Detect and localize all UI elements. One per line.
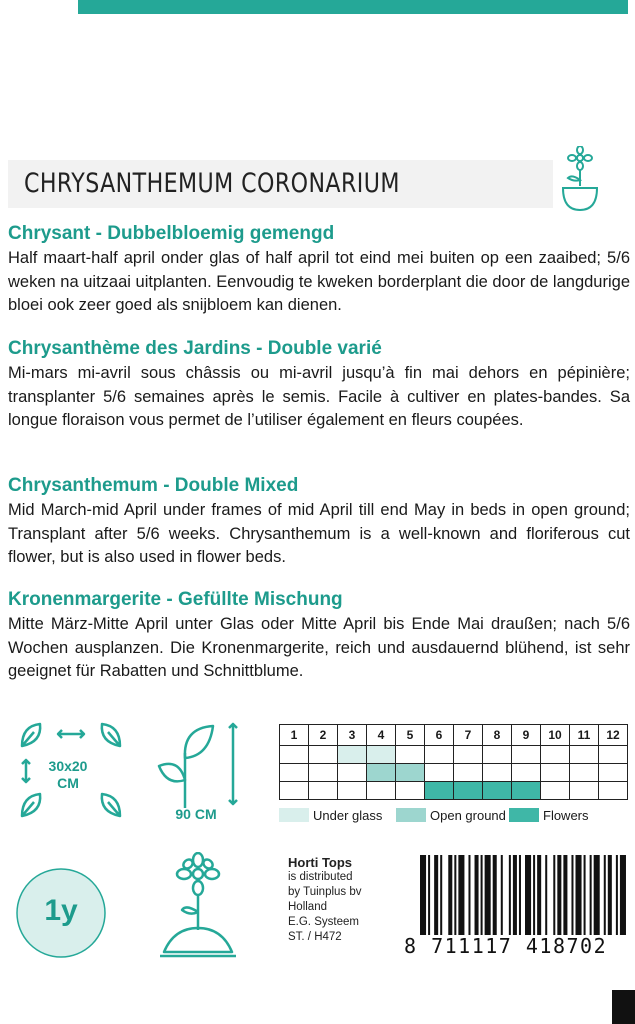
calendar-cell xyxy=(599,764,628,782)
calendar-cell xyxy=(396,764,425,782)
barcode-bar xyxy=(493,855,497,935)
calendar-cell xyxy=(338,746,367,764)
calendar-cell xyxy=(338,782,367,800)
barcode-bar xyxy=(485,855,491,935)
legend-under-glass xyxy=(279,806,382,824)
barcode-bar xyxy=(616,855,618,935)
calendar-cell xyxy=(425,764,454,782)
section-title: Chrysanthème des Jardins - Double varié xyxy=(8,338,382,359)
flower-pot-icon xyxy=(555,146,605,216)
calendar-cell xyxy=(454,746,483,764)
month-cell: 8 xyxy=(483,725,512,746)
species-name: CHRYSANTHEMUM CORONARIUM xyxy=(24,168,400,199)
calendar-cell xyxy=(512,764,541,782)
month-cell: 5 xyxy=(396,725,425,746)
calendar-cell xyxy=(309,746,338,764)
calendar-cell xyxy=(454,782,483,800)
calendar-cell xyxy=(367,764,396,782)
barcode-bar xyxy=(501,855,503,935)
barcode-bar xyxy=(608,855,612,935)
calendar-cell xyxy=(570,746,599,764)
calendar-cell xyxy=(338,764,367,782)
barcode-bar xyxy=(553,855,555,935)
height-label: 90 CM xyxy=(175,806,217,822)
calendar-cell xyxy=(512,746,541,764)
month-cell: 3 xyxy=(338,725,367,746)
calendar-cell xyxy=(599,782,628,800)
legend-label: Flowers xyxy=(543,807,589,823)
barcode-bar xyxy=(571,855,573,935)
month-cell: 9 xyxy=(512,725,541,746)
corner-mark xyxy=(612,990,635,1024)
section-title: Chrysanthemum - Double Mixed xyxy=(8,475,299,496)
calendar-cell xyxy=(541,746,570,764)
calendar-cell xyxy=(280,764,309,782)
calendar-row-flowers xyxy=(280,782,628,800)
barcode-bar xyxy=(563,855,567,935)
calendar-cell xyxy=(512,782,541,800)
calendar-cell xyxy=(570,782,599,800)
month-cell: 4 xyxy=(367,725,396,746)
barcode-bar xyxy=(428,855,430,935)
calendar-cell xyxy=(483,782,512,800)
calendar-cell xyxy=(280,746,309,764)
calendar-cell xyxy=(570,764,599,782)
barcode-bar xyxy=(509,855,511,935)
calendar-cell xyxy=(454,764,483,782)
legend-flowers xyxy=(509,806,589,824)
barcode-bar xyxy=(448,855,452,935)
section-title: Kronenmargerite - Gefüllte Mischung xyxy=(8,589,343,610)
calendar-cell xyxy=(367,746,396,764)
barcode-bar xyxy=(584,855,586,935)
calendar-header-row xyxy=(280,725,628,746)
month-cell: 10 xyxy=(541,725,570,746)
distributor-line: by Tuinplus bv xyxy=(288,886,362,898)
section-french xyxy=(8,337,630,433)
barcode-bar xyxy=(468,855,470,935)
barcode-bar xyxy=(434,855,438,935)
barcode-bar xyxy=(590,855,592,935)
barcode-bar xyxy=(604,855,606,935)
month-cell: 2 xyxy=(309,725,338,746)
calendar-cell xyxy=(483,746,512,764)
spacing-label xyxy=(38,758,98,792)
barcode-bar xyxy=(513,855,517,935)
distributor-line: is distributed xyxy=(288,871,353,883)
barcode-bar xyxy=(620,855,626,935)
barcode xyxy=(420,855,628,935)
distributor-info xyxy=(288,855,362,945)
legend-label: Under glass xyxy=(313,807,383,823)
calendar-cell xyxy=(425,746,454,764)
section-text: Mitte März-Mitte April unter Glas oder Mitte April bis Ende Mai draußen; nach 5/6 Wochen ausplanzen. Die Kronenmargerite, reich und ausdauernd blühend, ist sehr geeignet für Rabatten und Schnittblume. xyxy=(8,615,630,680)
month-cell: 1 xyxy=(280,725,309,746)
calendar-cell xyxy=(483,764,512,782)
flower-soil-icon xyxy=(158,852,238,960)
barcode-bar xyxy=(537,855,541,935)
spacing-value: 30x20 xyxy=(48,758,88,774)
barcode-bar xyxy=(440,855,442,935)
section-text: Mi-mars mi-avril sous châssis ou mi-avril jusqu’à fin mai dehors en pépinière; transplanter 5/6 semaines après le semis. Facile à cultiver en plates-bandes. Sa longue floraison vous permet de l’utiliser également en fleurs coupées. xyxy=(8,364,630,429)
calendar-cell xyxy=(541,782,570,800)
barcode-bar xyxy=(545,855,547,935)
distributor-line: Holland xyxy=(288,901,327,913)
calendar-cell xyxy=(367,782,396,800)
legend-open-ground xyxy=(396,806,506,824)
calendar-row-open-ground xyxy=(280,764,628,782)
barcode-bar xyxy=(557,855,561,935)
month-cell: 11 xyxy=(570,725,599,746)
calendar-cell xyxy=(541,764,570,782)
distributor-line: ST. / H472 xyxy=(288,931,342,943)
month-cell: 6 xyxy=(425,725,454,746)
barcode-bar xyxy=(458,855,464,935)
barcode-bar xyxy=(533,855,535,935)
barcode-bar xyxy=(454,855,456,935)
legend-swatch xyxy=(279,808,309,822)
legend-swatch xyxy=(396,808,426,822)
month-cell: 12 xyxy=(599,725,628,746)
barcode-bar xyxy=(594,855,600,935)
barcode-bar xyxy=(525,855,531,935)
barcode-bar xyxy=(575,855,581,935)
plant-height-icon xyxy=(155,718,250,810)
calendar-cell xyxy=(396,746,425,764)
section-title: Chrysant - Dubbelbloemig gemengd xyxy=(8,223,335,244)
calendar-row-under-glass xyxy=(280,746,628,764)
calendar-cell xyxy=(309,764,338,782)
section-text: Mid March-mid April under frames of mid April till end May in beds in open ground; Transplant after 5/6 weeks. Chrysanthemum is a well-known and floriferous cut flower, but is also used in flower beds. xyxy=(8,501,630,566)
section-dutch xyxy=(8,222,630,318)
section-text: Half maart-half april onder glas of half april tot eind mei buiten op een zaaibed; 5/6 weken na uitzaai uitplanten. Eenvoudig te kweken borderplant die door de langdurige bloei ook zeer goed als snijbloem kan dienen. xyxy=(8,249,630,314)
calendar-cell xyxy=(280,782,309,800)
barcode-number: 8 711117 418702 xyxy=(404,934,608,958)
legend-label: Open ground xyxy=(430,807,506,823)
calendar-cell xyxy=(599,746,628,764)
lifecycle-label: 1y xyxy=(44,894,78,927)
calendar-cell xyxy=(309,782,338,800)
barcode-bar xyxy=(481,855,483,935)
calendar-cell xyxy=(396,782,425,800)
barcode-bar xyxy=(519,855,521,935)
brand-name: Horti Tops xyxy=(288,855,353,870)
barcode-bar xyxy=(475,855,479,935)
section-english xyxy=(8,474,630,570)
section-german xyxy=(8,588,630,684)
barcode-bar xyxy=(420,855,426,935)
sowing-calendar xyxy=(279,724,628,800)
month-cell: 7 xyxy=(454,725,483,746)
distributor-line: E.G. Systeem xyxy=(288,916,359,928)
legend-swatch xyxy=(509,808,539,822)
top-accent-bar xyxy=(78,0,628,14)
calendar-cell xyxy=(425,782,454,800)
spacing-unit: CM xyxy=(57,775,79,791)
